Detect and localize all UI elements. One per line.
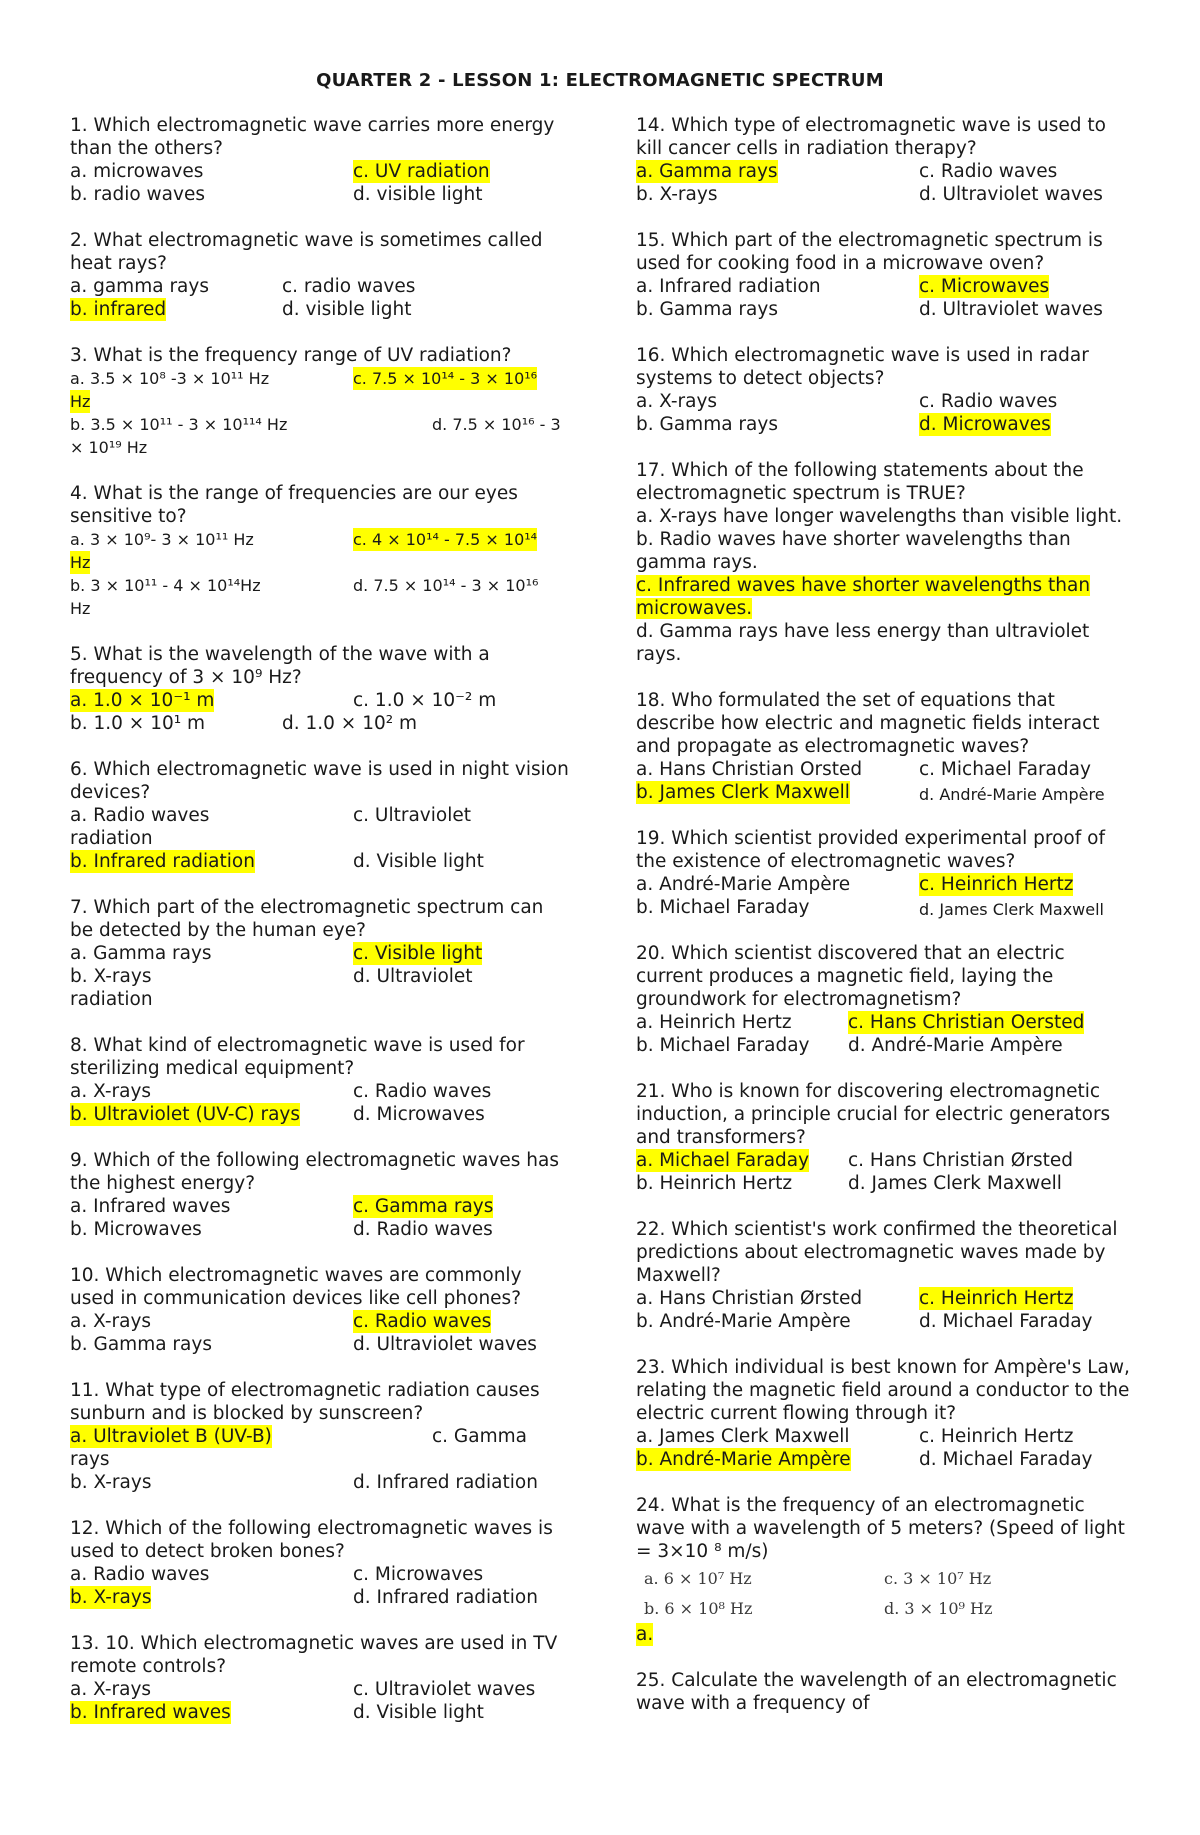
question-text: 4. What is the range of frequencies are our eyes sensitive to? — [70, 483, 518, 527]
option-d: d. 1.0 × 10² m — [282, 713, 418, 734]
option-c-cont: rays — [70, 1449, 110, 1470]
question-text: 9. Which of the following electromagnetic waves has the highest energy? — [70, 1150, 559, 1194]
option-b-image: b. 6 × 10⁸ Hz — [644, 1599, 753, 1618]
option-d: d. Visible light — [353, 1702, 484, 1723]
question-14 — [636, 114, 1136, 206]
option-d: d. 7.5 × 10¹⁶ - 3 — [432, 415, 561, 434]
option-c-answer: c. Visible light — [353, 943, 483, 964]
question-text: 18. Who formulated the set of equations that describe how electric and magnetic fields interact and propagate as electromagnetic waves? — [636, 690, 1100, 757]
question-text: 25. Calculate the wavelength of an electromagnetic wave with a frequency of — [636, 1670, 1117, 1714]
option-d: d. André-Marie Ampère — [919, 785, 1105, 804]
question-text: 6. Which electromagnetic wave is used in night vision devices? — [70, 759, 569, 803]
option-a-answer: a. Gamma rays — [636, 161, 778, 182]
question-13 — [70, 1632, 570, 1724]
question-11 — [70, 1379, 570, 1494]
option-c: c. radio waves — [282, 276, 416, 297]
option-d: d. Visible light — [353, 851, 484, 872]
question-16 — [636, 344, 1136, 436]
option-c-image: c. 3 × 10⁷ Hz — [884, 1569, 992, 1588]
option-c-answer: c. Hans Christian Oersted — [848, 1012, 1085, 1033]
option-c-answer: c. Microwaves — [919, 276, 1050, 297]
option-d: d. André-Marie Ampère — [848, 1035, 1063, 1056]
option-b-answer: b. André-Marie Ampère — [636, 1449, 851, 1470]
option-a: a. Heinrich Hertz — [636, 1012, 792, 1033]
option-c-answer: c. Gamma rays — [353, 1196, 494, 1217]
option-c-answer-cont: Hz — [70, 553, 91, 572]
option-c: c. Heinrich Hertz — [919, 1426, 1074, 1447]
option-b: b. 3 × 10¹¹ - 4 × 10¹⁴Hz — [70, 576, 261, 595]
question-text: 22. Which scientist's work confirmed the theoretical predictions about electromagnetic waves made by Maxwell? — [636, 1219, 1118, 1286]
option-d-image: d. 3 × 10⁹ Hz — [884, 1599, 993, 1618]
option-a: a. André-Marie Ampère — [636, 874, 851, 895]
question-text: 14. Which type of electromagnetic wave is used to kill cancer cells in radiation therapy? — [636, 115, 1106, 159]
option-a: a. 3 × 10⁹- 3 × 10¹¹ Hz — [70, 530, 254, 549]
option-c-answer: c. Radio waves — [353, 1311, 492, 1332]
option-d: d. James Clerk Maxwell — [919, 900, 1104, 919]
question-3 — [70, 344, 570, 459]
option-b-answer: b. James Clerk Maxwell — [636, 782, 850, 803]
option-a-answer: a. 1.0 × 10⁻¹ m — [70, 690, 215, 711]
option-d: d. visible light — [282, 299, 412, 320]
question-8 — [70, 1034, 570, 1126]
option-c-answer: c. 7.5 × 10¹⁴ - 3 × 10¹⁶ — [353, 369, 538, 388]
option-b: b. Microwaves — [70, 1219, 202, 1240]
question-23 — [636, 1356, 1136, 1471]
option-c-answer: c. 4 × 10¹⁴ - 7.5 × 10¹⁴ — [353, 530, 538, 549]
option-d: d. Ultraviolet waves — [919, 184, 1103, 205]
question-text: 8. What kind of electromagnetic wave is used for sterilizing medical equipment? — [70, 1035, 525, 1079]
option-a-image: a. 6 × 10⁷ Hz — [644, 1569, 752, 1588]
question-7 — [70, 896, 570, 1011]
option-c-answer: c. Heinrich Hertz — [919, 1288, 1074, 1309]
question-20 — [636, 942, 1136, 1057]
option-b-answer: b. Infrared waves — [70, 1702, 231, 1723]
question-text: 16. Which electromagnetic wave is used in radar systems to detect objects? — [636, 345, 1089, 389]
option-d: d. Microwaves — [353, 1104, 485, 1125]
option-a-answer: a. Ultraviolet B (UV-B) — [70, 1426, 272, 1447]
option-a: a. Infrared waves — [70, 1196, 231, 1217]
option-b: b. Heinrich Hertz — [636, 1173, 793, 1194]
answer-marker: a. — [636, 1624, 654, 1645]
page-title: QUARTER 2 - LESSON 1: ELECTROMAGNETIC SPECTRUM — [316, 70, 884, 91]
question-text: 2. What electromagnetic wave is sometimes called heat rays? — [70, 230, 543, 274]
option-b: b. X-rays — [70, 966, 152, 987]
option-c: c. Michael Faraday — [919, 759, 1091, 780]
option-b: b. André-Marie Ampère — [636, 1311, 851, 1332]
question-text: 10. Which electromagnetic waves are commonly used in communication devices like cell phones? — [70, 1265, 522, 1309]
option-d: d. James Clerk Maxwell — [848, 1173, 1062, 1194]
option-a: a. Radio waves — [70, 805, 210, 826]
option-b: b. Michael Faraday — [636, 897, 810, 918]
option-d: d. Infrared radiation — [353, 1472, 538, 1493]
option-b: b. radio waves — [70, 184, 205, 205]
question-6 — [70, 758, 570, 873]
question-text: 20. Which scientist discovered that an electric current produces a magnetic field, laying the groundwork for electromagnetism? — [636, 943, 1065, 1010]
question-22 — [636, 1218, 1136, 1333]
question-text: 17. Which of the following statements about the electromagnetic spectrum is TRUE? — [636, 460, 1084, 504]
option-b: b. Radio waves have shorter wavelengths than gamma rays. — [636, 529, 1071, 573]
option-d: d. Michael Faraday — [919, 1449, 1093, 1470]
question-24 — [636, 1494, 1136, 1646]
option-b: b. Gamma rays — [70, 1334, 212, 1355]
option-c: c. Radio waves — [919, 391, 1058, 412]
question-12 — [70, 1517, 570, 1609]
option-b-answer: b. Infrared radiation — [70, 851, 255, 872]
option-c-answer: c. UV radiation — [353, 161, 490, 182]
option-b: b. Gamma rays — [636, 414, 778, 435]
option-b: b. X-rays — [636, 184, 718, 205]
question-text: 5. What is the wavelength of the wave with a frequency of 3 × 10⁹ Hz? — [70, 644, 490, 688]
option-c-answer-cont: Hz — [70, 392, 91, 411]
question-text: 13. 10. Which electromagnetic waves are used in TV remote controls? — [70, 1633, 558, 1677]
option-a: a. gamma rays — [70, 276, 209, 297]
option-b-answer: b. infrared — [70, 299, 167, 320]
question-21 — [636, 1080, 1136, 1195]
question-text: 11. What type of electromagnetic radiation causes sunburn and is blocked by sunscreen? — [70, 1380, 540, 1424]
option-a: a. 3.5 × 10⁸ -3 × 10¹¹ Hz — [70, 369, 270, 388]
option-d-cont: × 10¹⁹ Hz — [70, 438, 148, 457]
question-18 — [636, 689, 1136, 804]
question-text: 21. Who is known for discovering electromagnetic induction, a principle crucial for electric generators and transformers? — [636, 1081, 1111, 1148]
question-5 — [70, 643, 570, 735]
question-10 — [70, 1264, 570, 1356]
option-c: c. Hans Christian Ørsted — [848, 1150, 1073, 1171]
option-c: c. Ultraviolet — [353, 805, 471, 826]
option-d-cont: radiation — [70, 989, 153, 1010]
option-c-answer: c. Infrared waves have shorter wavelengths than microwaves. — [636, 575, 1091, 619]
option-a: a. Hans Christian Orsted — [636, 759, 863, 780]
option-a: a. X-rays — [636, 391, 718, 412]
option-a: a. James Clerk Maxwell — [636, 1426, 850, 1447]
option-b-answer: b. Ultraviolet (UV-C) rays — [70, 1104, 300, 1125]
option-a: a. Radio waves — [70, 1564, 210, 1585]
option-d-cont: Hz — [70, 599, 91, 618]
option-a: a. Gamma rays — [70, 943, 212, 964]
option-a: a. X-rays have longer wavelengths than visible light. — [636, 506, 1123, 527]
option-c: c. Radio waves — [353, 1081, 492, 1102]
question-text: 3. What is the frequency range of UV radiation? — [70, 345, 512, 366]
option-d: d. Infrared radiation — [353, 1587, 538, 1608]
option-d: d. visible light — [353, 184, 483, 205]
option-d: d. Radio waves — [353, 1219, 493, 1240]
question-text: 24. What is the frequency of an electromagnetic wave with a wavelength of 5 meters? (Speed of light = 3×10 ⁸ m/s) — [636, 1495, 1125, 1562]
option-a: a. X-rays — [70, 1311, 152, 1332]
right-column — [636, 114, 1136, 1738]
option-b: b. 3.5 × 10¹¹ - 3 × 10¹¹⁴ Hz — [70, 415, 288, 434]
question-text: 7. Which part of the electromagnetic spectrum can be detected by the human eye? — [70, 897, 544, 941]
option-b: b. X-rays — [70, 1472, 152, 1493]
option-a-answer: a. Michael Faraday — [636, 1150, 810, 1171]
option-b: b. Michael Faraday — [636, 1035, 810, 1056]
option-a: a. X-rays — [70, 1081, 152, 1102]
option-d: d. Ultraviolet waves — [353, 1334, 537, 1355]
question-1 — [70, 114, 570, 206]
question-2 — [70, 229, 570, 321]
question-15 — [636, 229, 1136, 321]
option-a: a. Hans Christian Ørsted — [636, 1288, 863, 1309]
question-17 — [636, 459, 1136, 666]
option-c: c. 1.0 × 10⁻² m — [353, 690, 497, 711]
option-a: a. microwaves — [70, 161, 204, 182]
option-c: c. Gamma — [432, 1426, 527, 1447]
option-c: c. Microwaves — [353, 1564, 484, 1585]
option-b-answer: b. X-rays — [70, 1587, 152, 1608]
option-b: b. 1.0 × 10¹ m — [70, 713, 206, 734]
option-a: a. Infrared radiation — [636, 276, 821, 297]
option-b: b. Gamma rays — [636, 299, 778, 320]
option-d: d. 7.5 × 10¹⁴ - 3 × 10¹⁶ — [353, 576, 539, 595]
option-d: d. Michael Faraday — [919, 1311, 1093, 1332]
option-c: c. Ultraviolet waves — [353, 1679, 536, 1700]
option-d: d. Ultraviolet — [353, 966, 473, 987]
question-4 — [70, 482, 570, 620]
option-d: d. Ultraviolet waves — [919, 299, 1103, 320]
question-text: 23. Which individual is best known for Ampère's Law, relating the magnetic field around a conductor to the electric current flowing through it? — [636, 1357, 1130, 1424]
question-text: 12. Which of the following electromagnetic waves is used to detect broken bones? — [70, 1518, 553, 1562]
option-c: c. Radio waves — [919, 161, 1058, 182]
question-9 — [70, 1149, 570, 1241]
option-c-cont: radiation — [70, 828, 153, 849]
option-a: a. X-rays — [70, 1679, 152, 1700]
question-text: 19. Which scientist provided experimental proof of the existence of electromagnetic waves? — [636, 828, 1105, 872]
question-text: 15. Which part of the electromagnetic spectrum is used for cooking food in a microwave oven? — [636, 230, 1103, 274]
question-19 — [636, 827, 1136, 919]
question-25 — [636, 1669, 1136, 1715]
option-d: d. Gamma rays have less energy than ultraviolet rays. — [636, 621, 1090, 665]
option-c-answer: c. Heinrich Hertz — [919, 874, 1074, 895]
option-d-answer: d. Microwaves — [919, 414, 1051, 435]
left-column — [70, 114, 570, 1747]
question-text: 1. Which electromagnetic wave carries more energy than the others? — [70, 115, 555, 159]
